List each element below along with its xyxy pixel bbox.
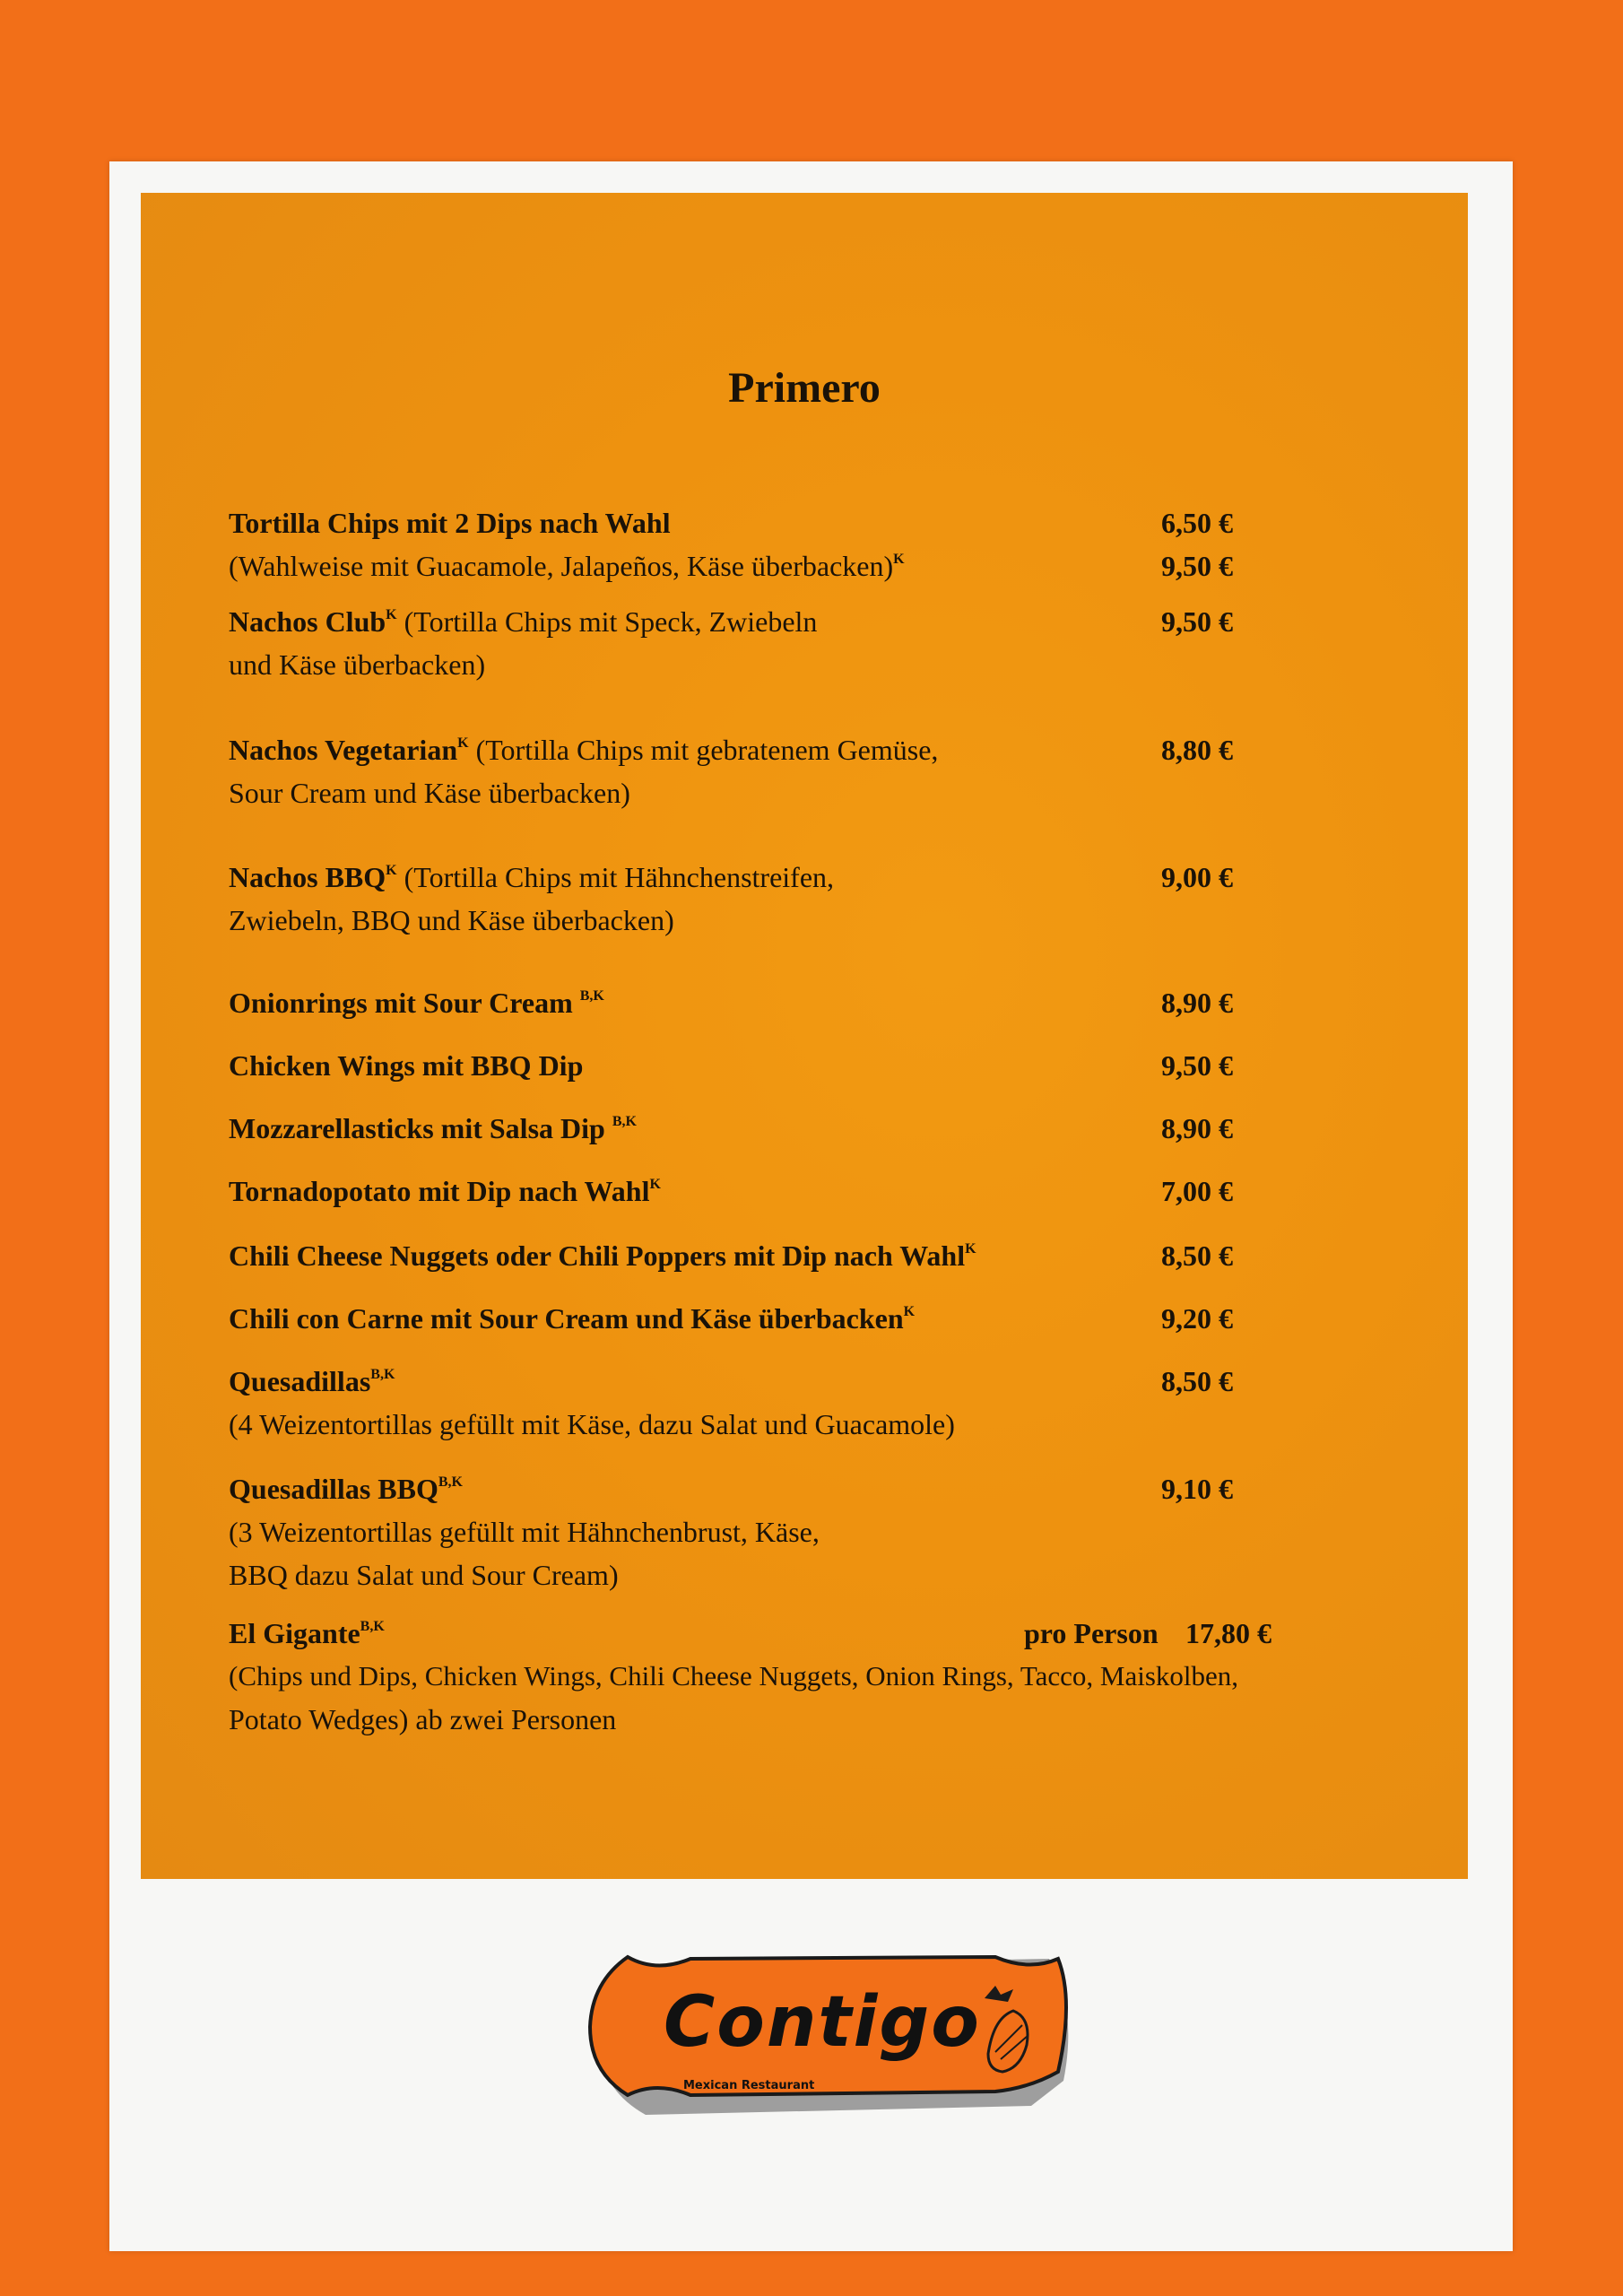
contigo-logo [574,1946,1076,2117]
menu-item-description: Sour Cream und Käse überbacken) [229,777,630,809]
menu-item-name: Chicken Wings mit BBQ Dip [229,1049,584,1082]
menu-item-price: 8,50 € [1161,1239,1233,1272]
logo-name: Contigo [664,1982,981,2063]
menu-item-price: 6,50 € [1161,507,1233,539]
menu-item-name: Mozzarellasticks mit Salsa Dip $^{B,K}$ [229,1112,637,1144]
menu-item-name: Chili con Carne mit Sour Cream und Käse überbacken$^K$ [229,1302,916,1335]
menu-item-name: El Gigante$^{B,K}$ [229,1617,385,1649]
menu-item-description: (3 Weizentortillas gefüllt mit Hähnchenbrust, Käse, [229,1516,820,1548]
menu-panel [141,193,1468,1879]
menu-item-name: Onionrings mit Sour Cream $^{B,K}$ [229,987,604,1019]
menu-item-price: 8,90 € [1161,987,1233,1019]
menu-item-unit: pro Person [1024,1617,1159,1649]
menu-item-price: 9,10 € [1161,1473,1233,1505]
logo-tagline: Mexican Restaurant [683,2079,815,2092]
menu-item-name: Quesadillas$^{B,K}$ [229,1365,395,1397]
menu-item-name: Quesadillas $BBQ^{B,K}$ [229,1473,463,1505]
menu-item-description: (Chips und Dips, Chicken Wings, Chili Cheese Nuggets, Onion Rings, Tacco, Maiskolben, [229,1660,1239,1692]
menu-item-price: 9,20 € [1161,1302,1233,1335]
menu-item-price: 8,80 € [1161,734,1233,766]
menu-item-price: 9,00 € [1161,861,1233,893]
menu-item-price: 9,50 € [1161,1049,1233,1082]
menu-item-description: Potato Wedges) ab zwei Personen [229,1703,617,1735]
menu-item-description: und Käse überbacken) [229,648,486,681]
menu-item-name: Tornadopotato mit Dip nach Wahl$^K$ [229,1175,661,1207]
menu-item-name: Nachos Club$^K$ (Tortilla Chips mit Speck, Zwiebeln [229,605,818,638]
menu-item-name: Nachos Vegetarian$^K$ (Tortilla Chips mit gebratenem Gemüse, [229,734,939,766]
menu-item-price: 7,00 € [1161,1175,1233,1207]
menu-item-price: 9,50 € [1161,605,1233,638]
menu-item-name: Nachos $BBQ^K$ (Tortilla Chips mit Hähnchenstreifen, [229,861,835,893]
menu-item-description: (Wahlweise mit Guacamole, Jalapeños, Käse überbacken)$^K$ [229,550,905,582]
menu-item-name: Tortilla Chips mit 2 Dips nach Wahl [229,507,671,539]
menu-card [109,161,1513,2251]
menu-heading: Primero [728,364,881,412]
menu-item-price: 8,90 € [1161,1112,1233,1144]
menu-item-description: (4 Weizentortillas gefüllt mit Käse, dazu Salat und Guacamole) [229,1408,955,1440]
menu-item-name: Chili Cheese Nuggets oder Chili Poppers mit Dip nach Wahl$^K$ [229,1239,976,1272]
menu-item-price: 8,50 € [1161,1365,1233,1397]
menu-item-description: Zwiebeln, BBQ und Käse überbacken) [229,904,674,936]
menu-item-price: 17,80 € [1185,1617,1271,1649]
menu-item-description: BBQ dazu Salat und Sour Cream) [229,1559,619,1591]
menu-item-price: 9,50 € [1161,550,1233,582]
